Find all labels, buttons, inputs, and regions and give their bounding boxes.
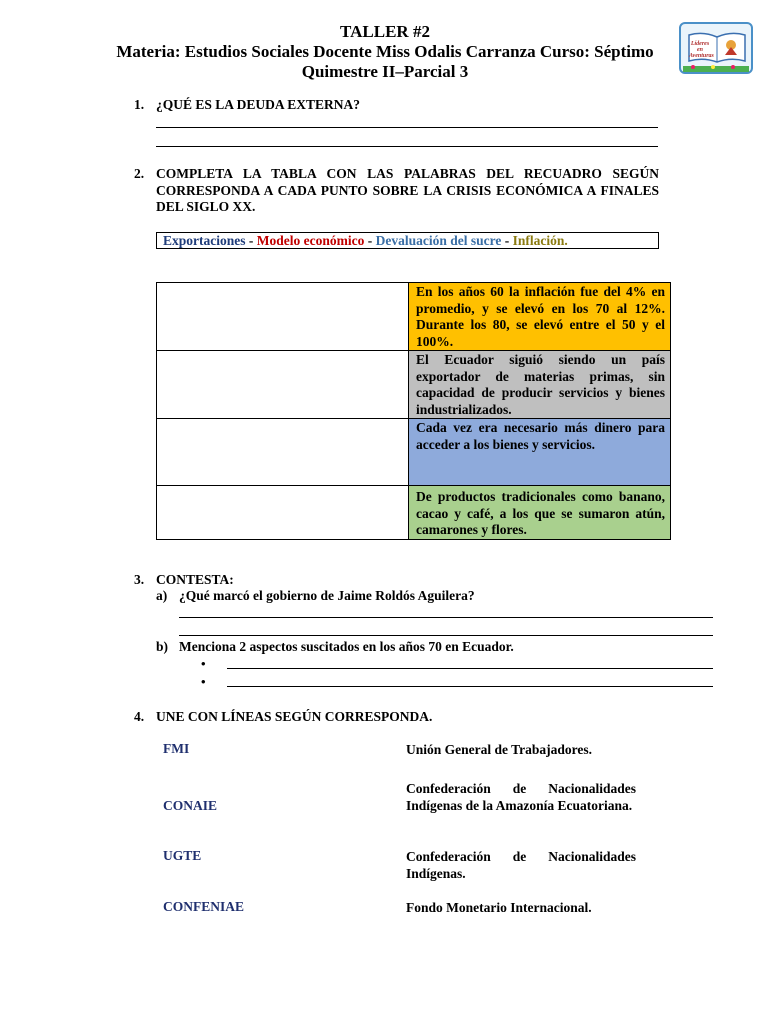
question-1-text: ¿QUÉ ES LA DEUDA EXTERNA? xyxy=(156,97,361,112)
question-3b-label: b) xyxy=(156,639,169,654)
logo-text: Líderes en Aventuras xyxy=(689,41,714,59)
crisis-table xyxy=(156,282,671,540)
document-subtitle: Materia: Estudios Sociales Docente Miss Odalis Carranza Curso: Séptimo xyxy=(116,42,654,61)
acronym-ugte[interactable]: UGTE xyxy=(163,848,202,863)
school-logo xyxy=(679,22,753,74)
acronym-fmi[interactable]: FMI xyxy=(163,741,190,756)
question-3b-text: Menciona 2 aspectos suscitados en los años 70 en Ecuador. xyxy=(179,639,514,654)
definition-item[interactable]: Confederación de Nacionalidades Indígenas. xyxy=(406,849,636,881)
bullet-icon: • xyxy=(201,656,206,671)
document-period: Quimestre II–Parcial 3 xyxy=(301,62,469,81)
bullet-icon: • xyxy=(201,674,206,689)
answer-line[interactable] xyxy=(227,686,713,687)
table-row xyxy=(157,419,671,486)
answer-cell[interactable] xyxy=(157,486,409,540)
description-cell: Cada vez era necesario más dinero para acceder a los bienes y servicios. xyxy=(409,419,671,486)
answer-line[interactable] xyxy=(156,146,658,147)
answer-line[interactable] xyxy=(179,617,713,618)
question-3a-text: ¿Qué marcó el gobierno de Jaime Roldós Aguilera? xyxy=(179,588,475,603)
question-3-text: CONTESTA: xyxy=(156,572,234,587)
acronym-conaie[interactable]: CONAIE xyxy=(163,798,218,813)
definition-item[interactable]: Unión General de Trabajadores. xyxy=(406,742,593,757)
word-exportaciones: Exportaciones xyxy=(163,233,246,248)
word-bank: Exportaciones - Modelo económico - Devaluación del sucre - Inflación. xyxy=(156,232,659,249)
description-cell: El Ecuador siguió siendo un país exportador de materias primas, sin capacidad de producir servicios y bienes industrializados. xyxy=(409,351,671,419)
question-2-text: COMPLETA LA TABLA CON LAS PALABRAS DEL RECUADRO SEGÚN CORRESPONDA A CADA PUNTO SOBRE LA CRISIS ECONÓMICA A FINALES DEL SIGLO XX. xyxy=(156,166,659,214)
answer-cell[interactable] xyxy=(157,283,409,351)
answer-line[interactable] xyxy=(156,127,658,128)
question-4-number: 4. xyxy=(134,709,145,724)
answer-line[interactable] xyxy=(227,668,713,669)
answer-cell[interactable] xyxy=(157,419,409,486)
table-row xyxy=(157,351,671,419)
question-4-text: UNE CON LÍNEAS SEGÚN CORRESPONDA. xyxy=(156,709,433,724)
word-inflacion: Inflación. xyxy=(512,233,568,248)
definition-item[interactable]: Confederación de Nacionalidades Indígenas de la Amazonía Ecuatoriana. xyxy=(406,781,636,813)
question-2-number: 2. xyxy=(134,166,145,181)
description-cell: En los años 60 la inflación fue del 4% en promedio, y se elevó en los 70 al 12%. Durante los 80, se elevó entre el 50 y el 100%. xyxy=(409,283,671,351)
answer-line[interactable] xyxy=(179,635,713,636)
acronym-confeniae[interactable]: CONFENIAE xyxy=(163,899,245,914)
question-1-number: 1. xyxy=(134,97,145,112)
question-3a-label: a) xyxy=(156,588,168,603)
document-title: TALLER #2 xyxy=(340,22,430,41)
table-row xyxy=(157,486,671,540)
logo-grass-icon xyxy=(683,64,749,72)
answer-cell[interactable] xyxy=(157,351,409,419)
definition-item[interactable]: Fondo Monetario Internacional. xyxy=(406,900,592,915)
word-modelo-economico: Modelo económico xyxy=(256,233,365,248)
question-3-number: 3. xyxy=(134,572,145,587)
word-devaluacion: Devaluación del sucre xyxy=(375,233,502,248)
table-row xyxy=(157,283,671,351)
description-cell: De productos tradicionales como banano, cacao y café, a los que se sumaron atún, camarones y flores. xyxy=(409,486,671,540)
